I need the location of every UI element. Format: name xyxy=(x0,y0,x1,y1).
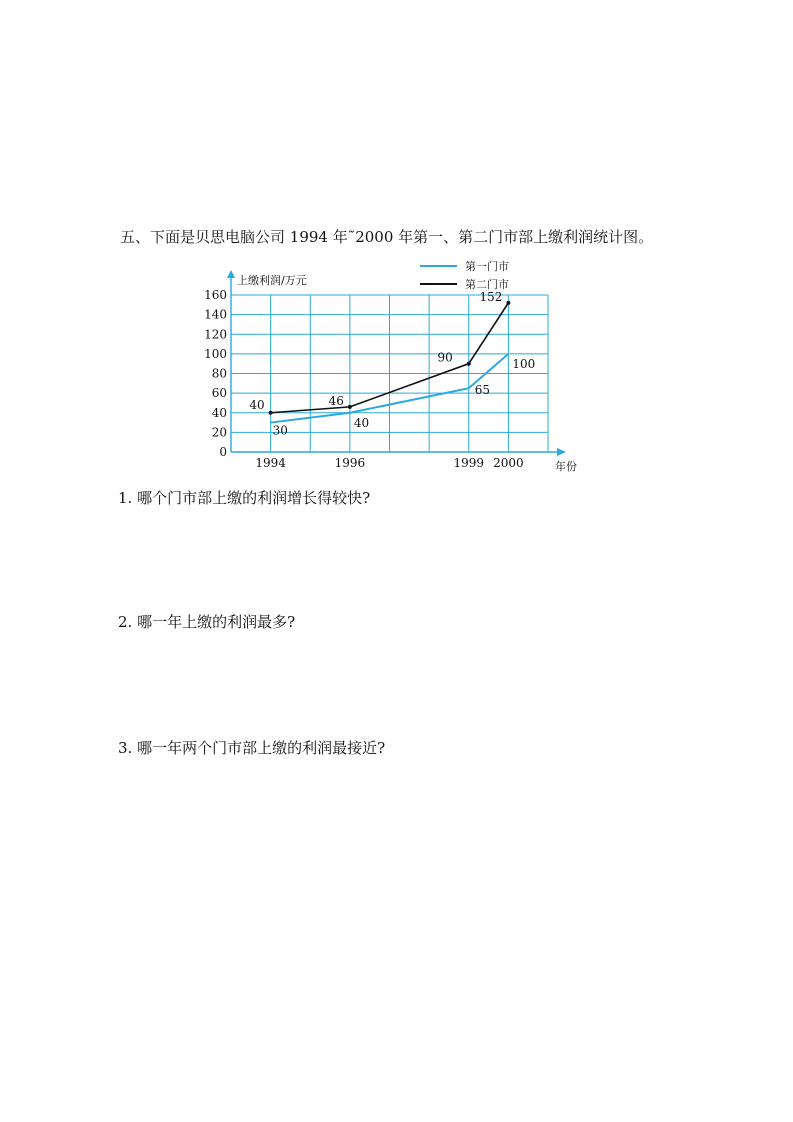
data-point xyxy=(348,405,352,409)
line-chart xyxy=(195,250,585,480)
x-tick-label: 2000 xyxy=(493,456,524,470)
question-2: 2. 哪一年上缴的利润最多? xyxy=(118,613,296,631)
y-tick-label: 20 xyxy=(211,425,227,440)
chart-series xyxy=(249,290,535,438)
chart-legend xyxy=(420,259,509,291)
y-tick-label: 100 xyxy=(204,346,227,361)
y-tick-label: 60 xyxy=(211,386,227,401)
data-label: 100 xyxy=(512,356,536,371)
x-axis-label: 年份 xyxy=(555,460,577,473)
question-1: 1. 哪个门市部上缴的利润增长得较快? xyxy=(118,489,371,507)
data-label: 30 xyxy=(272,423,288,438)
y-axis-label: 上缴利润/万元 xyxy=(237,274,307,287)
data-label: 152 xyxy=(479,289,503,304)
data-point xyxy=(467,362,471,366)
legend-label: 第一门市 xyxy=(465,260,509,273)
series-2 xyxy=(249,290,510,415)
x-tick-labels xyxy=(255,456,523,470)
x-tick-label: 1996 xyxy=(334,456,366,470)
data-label: 40 xyxy=(249,397,265,412)
y-tick-label: 120 xyxy=(204,327,227,342)
data-label: 90 xyxy=(437,350,453,365)
data-label: 40 xyxy=(353,415,370,430)
x-tick-label: 1999 xyxy=(453,456,485,470)
y-tick-label: 0 xyxy=(219,445,227,459)
y-axis-arrow xyxy=(227,270,235,278)
y-tick-label: 40 xyxy=(211,405,227,420)
y-tick-labels xyxy=(204,288,227,459)
data-label: 65 xyxy=(474,383,491,398)
data-point xyxy=(506,301,510,305)
legend-label: 第二门市 xyxy=(465,278,509,291)
legend-item xyxy=(420,277,509,291)
y-tick-label: 140 xyxy=(204,307,227,322)
question-3: 3. 哪一年两个门市部上缴的利润最接近? xyxy=(118,739,386,757)
x-tick-label: 1994 xyxy=(255,456,286,470)
legend-item xyxy=(420,259,509,273)
data-point xyxy=(269,411,273,415)
x-axis-arrow xyxy=(557,448,566,456)
y-tick-label: 160 xyxy=(204,288,227,302)
y-tick-label: 80 xyxy=(211,366,227,381)
data-label: 46 xyxy=(328,393,344,408)
question-intro: 五、下面是贝思电脑公司 1994 年˜2000 年第一、第二门市部上缴利润统计图。 xyxy=(120,228,654,246)
